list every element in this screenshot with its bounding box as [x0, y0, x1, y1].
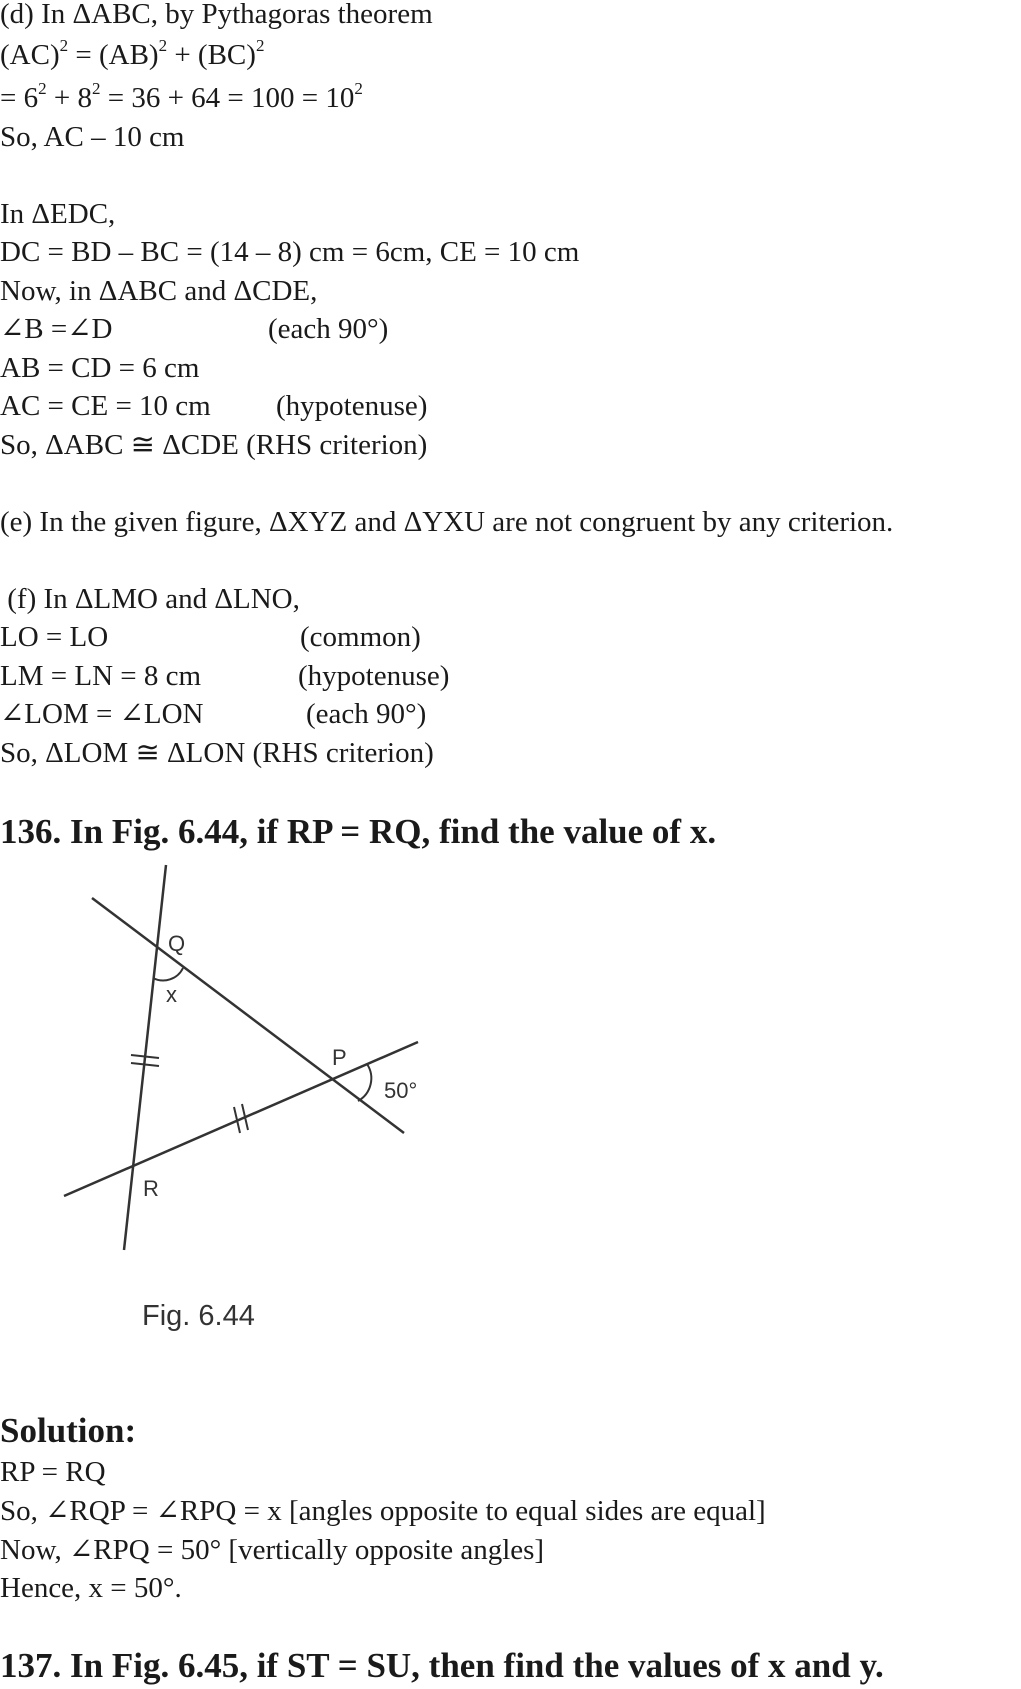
text-reason: (each 90°): [306, 698, 427, 730]
angle-arc-x: [153, 968, 183, 980]
solution-heading: Solution:: [0, 1411, 137, 1450]
text-line: Now, ∠RPQ = 50° [vertically opposite angles]: [0, 1534, 545, 1566]
text-line: AB = CD = 6 cm: [0, 352, 200, 384]
figure-caption: Fig. 6.44: [142, 1300, 255, 1332]
text-line: ∠LOM = ∠LON: [0, 698, 204, 730]
label-p: P: [332, 1045, 347, 1070]
question-heading: 136. In Fig. 6.44, if RP = RQ, find the value of x.: [0, 812, 717, 851]
text-line: AC = CE = 10 cm: [0, 390, 211, 422]
text-line: In ΔEDC,: [0, 198, 116, 230]
label-x: x: [166, 982, 177, 1007]
text-line: (e) In the given figure, ΔXYZ and ΔYXU are not congruent by any criterion.: [0, 506, 894, 538]
text-line: (d) In ΔABC, by Pythagoras theorem: [0, 0, 433, 30]
text-line: So, AC – 10 cm: [0, 121, 185, 153]
label-angle-50: 50°: [384, 1078, 418, 1103]
angle-arc-50: [358, 1064, 371, 1101]
text-reason: (each 90°): [268, 313, 389, 345]
text-line: LM = LN = 8 cm: [0, 660, 202, 692]
text-line: = $6^2 + 8^2 = 36 + 64 = 100 = 10^2$: [0, 79, 363, 114]
text-reason: (hypotenuse): [276, 390, 428, 422]
text-line: So, ΔABC ≅ ΔCDE (RHS criterion): [0, 429, 428, 461]
label-r: R: [143, 1176, 159, 1201]
text-reason: (hypotenuse): [298, 660, 450, 692]
text-line: ∠B =∠D: [0, 313, 113, 345]
text-line: So, ∠RQP = ∠RPQ = x [angles opposite to equal sides are equal]: [0, 1495, 766, 1527]
text-line: So, ΔLOM ≅ ΔLON (RHS criterion): [0, 737, 434, 769]
line-rp: [64, 1042, 418, 1196]
text-line: DC = BD – BC = (14 – 8) cm = 6cm, CE = 10 cm: [0, 236, 580, 268]
text-line: (f) In ΔLMO and ΔLNO,: [0, 583, 300, 615]
question-heading: 137. In Fig. 6.45, if ST = SU, then find the values of x and y.: [0, 1646, 884, 1685]
label-q: Q: [168, 931, 186, 956]
text-line: (AC)$^2$ = (AB)$^2$ + (BC)$^2$: [0, 36, 265, 71]
text-line: Now, in ΔABC and ΔCDE,: [0, 275, 318, 307]
line-qp: [92, 898, 404, 1133]
text-reason: (common): [300, 621, 421, 653]
text-line: Hence, x = 50°.: [0, 1572, 182, 1604]
text-line: RP = RQ: [0, 1456, 106, 1488]
text-line: LO = LO: [0, 621, 109, 653]
